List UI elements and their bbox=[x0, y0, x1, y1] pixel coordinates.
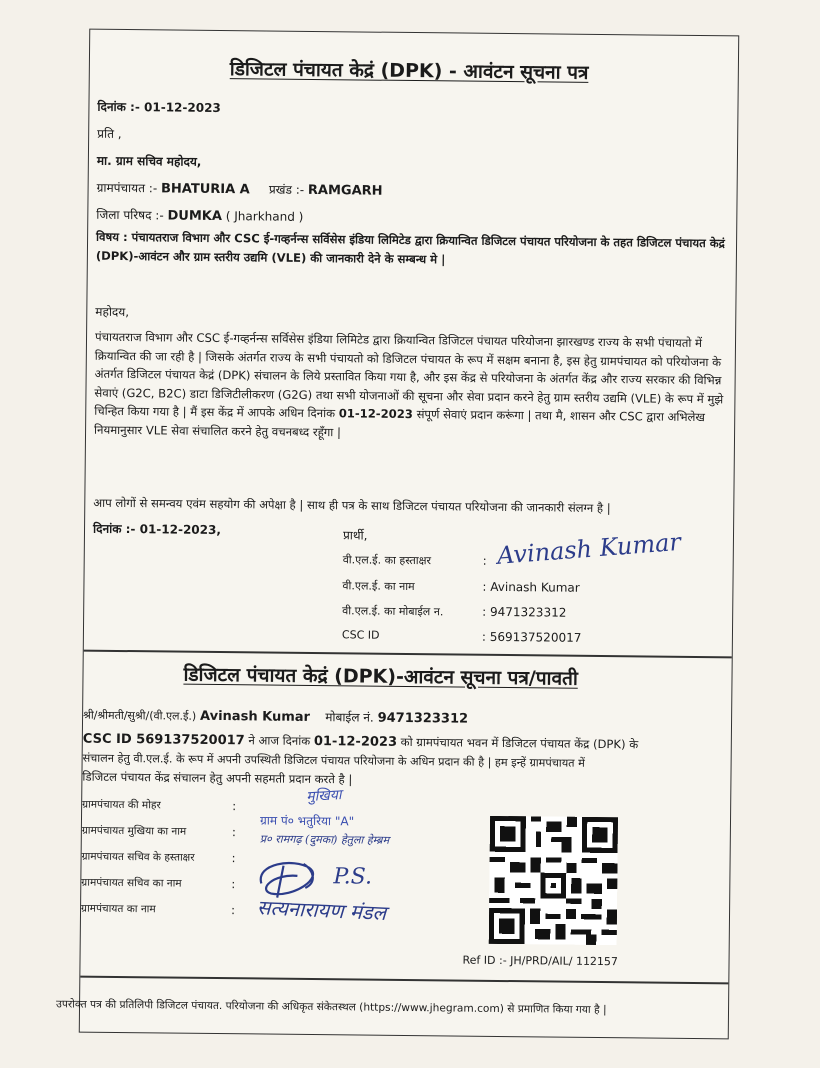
vle-sign-colon: : bbox=[482, 553, 487, 568]
vle-mobile-label: वी.एल.ई. का मोबाईल न. bbox=[342, 604, 444, 619]
date-line-2: दिनांक :- 01-12-2023, bbox=[92, 521, 222, 538]
block-label: प्रखंड :- bbox=[268, 182, 305, 197]
vle-name-label: वी.एल.ई. का नाम bbox=[342, 579, 415, 594]
line1-mid: ने आज दिनांक bbox=[248, 733, 311, 748]
gp-value: BHATURIA A bbox=[160, 181, 250, 198]
prati-text: प्रति , bbox=[97, 126, 122, 141]
field-gp-name-colon: : bbox=[230, 903, 236, 918]
secretary-initials: P.S. bbox=[333, 864, 373, 890]
block-value: RAMGARH bbox=[307, 182, 383, 199]
district-label: जिला परिषद :- bbox=[96, 207, 164, 223]
footer-note: उपरोक्त पत्र की प्रतिलिपी डिजिटल पंचायत. परियोजना की अधिकृत संकेतस्थल (https://www.jhegram.com) से प्रमाणित किया गया है | bbox=[55, 998, 607, 1017]
subject-label: विषय : bbox=[96, 229, 128, 245]
receipt-line-3: डिजिटल पंचायत केंद्र संचालन हेतु अपनी सहमती प्रदान करते है | bbox=[82, 769, 353, 787]
body-date: 01-12-2023 bbox=[338, 406, 413, 422]
vle-signature: Avinash Kumar bbox=[496, 527, 682, 570]
receipt-name-row bbox=[83, 706, 468, 727]
letter-page bbox=[55, 29, 739, 1040]
cooperation-line: आप लोगों से समन्वय एवंम सहयोग की अपेक्षा है | साथ ही पत्र के साथ डिजिटल पंचायत परियोजना की जानकारी संलग्न है | bbox=[93, 495, 611, 516]
field-stamp-colon: : bbox=[232, 799, 237, 814]
gp-row bbox=[97, 179, 383, 199]
vle-name-value: : Avinash Kumar bbox=[482, 579, 580, 595]
line1-tail: को ग्रामपंचायत भवन में डिजिटल पंचायत केंद्र (DPK) के bbox=[400, 734, 639, 752]
gp-name-handwritten: सत्यनारायण मंडल bbox=[256, 895, 387, 926]
footer-divider bbox=[80, 976, 728, 984]
ref-id: Ref ID :- JH/PRD/AIL/ 112157 bbox=[462, 953, 619, 969]
addressee: मा. ग्राम सचिव महोदय, bbox=[96, 153, 202, 169]
vle-name: Avinash Kumar bbox=[199, 708, 311, 725]
body-text: पंचायतराज विभाग और CSC ई-गव्हर्नन्स सर्विसेस इंडिया लिमिटेड द्वारा क्रियान्वित डिजिटल पंचायत परियोजना झारखण्ड राज्य के सभी पंचायतो में क्रियान्वित की जा रही है | जिसके अंतर्गत राज्य के सभी पंचायतो को डिजिटल पंचायत के रूप में सक्षम बनाना है, इस हेतु ग्रामपंचायत को परियोजना के अंतर्गत डिजिटल पंचायत केद्रं (DPK) संचालन के लिये प्रस्तावित किया गया है, और इस केंद्र से परियोजना के अंतर्गत केंद्र और राज्य सरकार की विभिन्न सेवाएं (G2C, B2C) डाटा डिजिटीलीकरण (G2G) तथा सभी योजनाओं की सूचना और सेवा प्रदान करने हेतु ग्राम स्तरीय उद्यमि (VLE) के रूप में मुझे चिन्हित किया गया है | मैं इस केंद्र में आपके अधिन दिनांक bbox=[94, 329, 724, 421]
receipt-line-1 bbox=[83, 732, 638, 753]
mukhiya-stamp-line2: प्र० रामगढ़ (दुमका) हेतुला हेम्ब्रम bbox=[259, 832, 390, 847]
district-row bbox=[96, 206, 303, 225]
mukhiya-stamp-line1: ग्राम पं० भतुरिया "A" bbox=[259, 813, 355, 829]
gp-label: ग्रामपंचायत :- bbox=[96, 180, 158, 196]
section-divider bbox=[84, 650, 732, 659]
body-tail: संपूर्ण सेवाएं प्रदान करूंगा | तथा मै, शासन और CSC द्वारा अभिलेख नियमानुसार VLE सेवा संचालित करने हेतु वचनबध्द रहूँगा | bbox=[94, 407, 705, 440]
field-secretary-sign-colon: : bbox=[231, 851, 236, 866]
vle-sign-label: वी.एल.ई. का हस्ताक्षर bbox=[342, 553, 432, 568]
field-stamp-label: ग्रामपंचायत की मोहर bbox=[82, 798, 161, 812]
field-mukhiya-colon: : bbox=[231, 825, 236, 840]
subject bbox=[96, 228, 726, 272]
mobile-label: मोबाईल नं. bbox=[325, 710, 374, 725]
qr-code bbox=[489, 816, 618, 945]
applicant-label: प्रार्थी, bbox=[342, 528, 368, 543]
line1-date: 01-12-2023 bbox=[313, 734, 398, 750]
mukhiya-stamp-top: मुखिया bbox=[305, 787, 342, 806]
state-value: ( Jharkhand ) bbox=[225, 209, 304, 224]
field-secretary-name-colon: : bbox=[231, 877, 236, 892]
greeting: महोदय, bbox=[95, 304, 130, 320]
field-gp-name-label: ग्रामपंचायत का नाम bbox=[80, 902, 156, 916]
receipt-line-2: संचालन हेतु वी.एल.ई. के रूप में अपनी उपस्थिती डिजिटल पंचायत परियोजना के अधिन प्रदान की है | हम इन्हें ग्रामपंचायत में bbox=[82, 751, 585, 770]
body-paragraph bbox=[94, 328, 729, 446]
vle-mobile-value: : 9471323312 bbox=[482, 604, 567, 620]
field-secretary-sign-label: ग्रामपंचायत सचिव के हस्ताक्षर bbox=[81, 850, 195, 864]
field-mukhiya-label: ग्रामपंचायत मुखिया का नाम bbox=[81, 824, 187, 838]
district-value: DUMKA bbox=[167, 208, 223, 225]
csc-value: : 569137520017 bbox=[481, 629, 582, 645]
subject-text: पंचायतराज विभाग और CSC ई-गव्हर्नन्स सर्विसेस इंडिया लिमिटेड द्वारा क्रियान्वित डिजिटल पंचायत परियोजना के तहत डिजिटल पंचायत केद्रं (DPK)-आवंटन और ग्राम स्तरीय उद्यमि (VLE) की जानकारी देने के सम्बन्ध मे | bbox=[95, 230, 725, 266]
name-prefix: श्री/श्रीमती/सुश्री/(वी.एल.ई.) bbox=[83, 708, 197, 723]
mobile-value: 9471323312 bbox=[377, 710, 469, 727]
csc-id: CSC ID 569137520017 bbox=[82, 731, 245, 749]
receipt-title: डिजिटल पंचायत केद्रं (DPK)-आवंटन सूचना पत्र/पावती bbox=[183, 663, 578, 690]
letter-title: डिजिटल पंचायत केद्रं (DPK) - आवंटन सूचना पत्र bbox=[229, 58, 589, 84]
csc-label: CSC ID bbox=[341, 628, 380, 642]
field-secretary-name-label: ग्रामपंचायत सचिव का नाम bbox=[81, 876, 182, 890]
letter-date: दिनांक :- 01-12-2023 bbox=[97, 99, 221, 116]
